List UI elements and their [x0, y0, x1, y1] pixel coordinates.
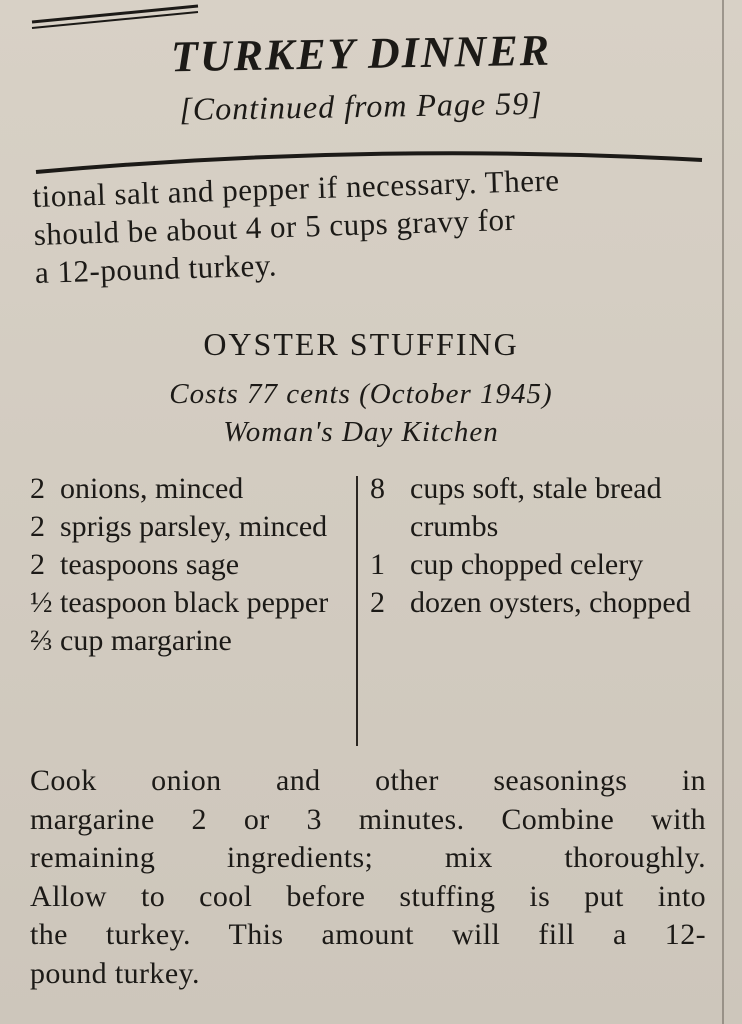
- ingredient-quantity: 2: [30, 548, 45, 581]
- recipe-directions: [30, 762, 706, 993]
- intro-line: tional salt and pepper if necessary. There: [32, 162, 561, 214]
- top-decorative-rule: [30, 0, 200, 30]
- ingredient-quantity: 8: [370, 472, 385, 505]
- ingredient-quantity: ⅔: [30, 624, 53, 657]
- directions-line: pound turkey.: [30, 956, 200, 990]
- ingredient-item: [370, 546, 710, 584]
- recipe-source: Woman's Day Kitchen: [223, 416, 499, 448]
- ingredient-text: cup chopped celery: [410, 548, 644, 581]
- ingredient-item: [370, 470, 710, 546]
- ingredient-quantity: ½: [30, 586, 53, 619]
- ingredient-text: cups soft, stale bread crumbs: [410, 472, 662, 543]
- ingredient-text: cup margarine: [60, 624, 232, 657]
- ingredient-quantity: 2: [370, 586, 385, 619]
- ingredient-text: onions, minced: [60, 472, 244, 505]
- ingredient-text: teaspoon black pepper: [60, 586, 329, 619]
- ingredient-text: sprigs parsley, minced: [60, 510, 328, 543]
- directions-line: remaining ingredients; mix thoroughly.: [30, 841, 706, 874]
- recipe-cost: Costs 77 cents (October 1945): [169, 378, 553, 410]
- ingredient-item: [30, 584, 346, 622]
- directions-line: Allow to cool before stuffing is put into: [30, 879, 706, 913]
- ingredients-right-column: [370, 470, 710, 622]
- ingredients-left-column: [30, 470, 346, 660]
- directions-line: Cook onion and other seasonings in: [30, 764, 706, 797]
- ingredient-item: [370, 584, 710, 622]
- ingredient-item: [30, 546, 346, 584]
- ingredient-quantity: 2: [30, 472, 45, 505]
- ingredient-quantity: 2: [30, 510, 45, 543]
- ingredient-item: [30, 470, 346, 508]
- column-divider: [356, 476, 358, 746]
- intro-line: should be about 4 or 5 cups gravy for: [33, 201, 516, 252]
- ingredient-item: [30, 508, 346, 546]
- continued-note: [Continued from Page 59]: [179, 84, 543, 128]
- article-title: TURKEY DINNER: [170, 25, 552, 82]
- ingredient-item: [30, 622, 346, 660]
- recipe-title: OYSTER STUFFING: [203, 326, 519, 362]
- page-edge: [722, 0, 724, 1024]
- ingredient-text: teaspoons sage: [60, 548, 240, 581]
- directions-line: margarine 2 or 3 minutes. Combine with: [30, 802, 706, 836]
- ingredient-quantity: 1: [370, 548, 385, 581]
- ingredient-text: dozen oysters, chopped: [410, 586, 691, 619]
- directions-line: the turkey. This amount will fill a 12-: [30, 918, 706, 951]
- intro-line: a 12-pound turkey.: [34, 247, 278, 290]
- intro-paragraph: [32, 157, 707, 292]
